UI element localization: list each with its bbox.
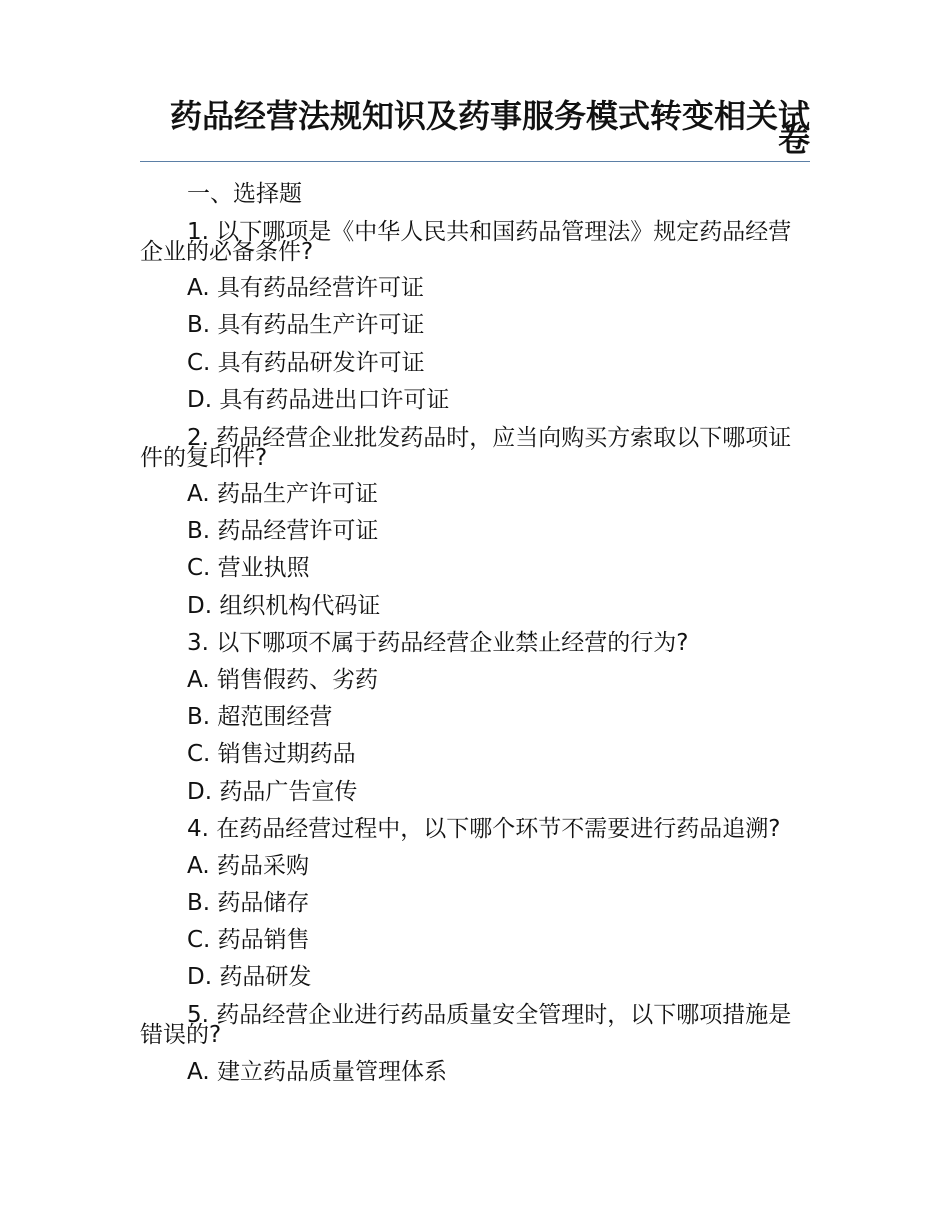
- question-2-option-b: B. 药品经营许可证: [187, 518, 379, 545]
- document-title: 药品经营法规知识及药事服务模式转变相关试卷: [169, 97, 810, 159]
- question-5: 5. 药品经营企业进行药品质量安全管理时，以下哪项措施是错误的?: [140, 1002, 792, 1049]
- question-3-option-a: A. 销售假药、劣药: [187, 667, 378, 694]
- question-4-option-b: B. 药品储存: [187, 890, 310, 917]
- question-2-option-c: C. 营业执照: [187, 555, 310, 582]
- question-3-option-d: D. 药品广告宣传: [187, 778, 358, 805]
- question-2-option-a: A. 药品生产许可证: [187, 481, 378, 508]
- question-1-option-d: D. 具有药品进出口许可证: [187, 386, 450, 413]
- question-1-option-c: C. 具有药品研发许可证: [187, 349, 425, 376]
- question-4-option-c: C. 药品销售: [187, 927, 310, 954]
- question-5-option-a: A. 建立药品质量管理体系: [187, 1058, 447, 1085]
- document-body: [140, 176, 812, 1091]
- title-underline: [140, 161, 810, 162]
- section-heading: 一、选择题: [187, 181, 302, 207]
- question-4: 4. 在药品经营过程中，以下哪个环节不需要进行药品追溯?: [187, 816, 781, 843]
- question-2: 2. 药品经营企业批发药品时，应当向购买方索取以下哪项证件的复印件?: [140, 424, 792, 471]
- question-3: 3. 以下哪项不属于药品经营企业禁止经营的行为?: [187, 629, 689, 656]
- question-4-option-a: A. 药品采购: [187, 852, 309, 879]
- question-2-option-d: D. 组织机构代码证: [187, 592, 381, 619]
- question-4-option-d: D. 药品研发: [187, 964, 312, 991]
- question-1: 1. 以下哪项是《中华人民共和国药品管理法》规定药品经营企业的必备条件?: [140, 218, 792, 265]
- question-1-option-b: B. 具有药品生产许可证: [187, 312, 425, 339]
- question-3-option-b: B. 超范围经营: [187, 704, 333, 731]
- question-3-option-c: C. 销售过期药品: [187, 741, 356, 768]
- question-1-option-a: A. 具有药品经营许可证: [187, 275, 424, 302]
